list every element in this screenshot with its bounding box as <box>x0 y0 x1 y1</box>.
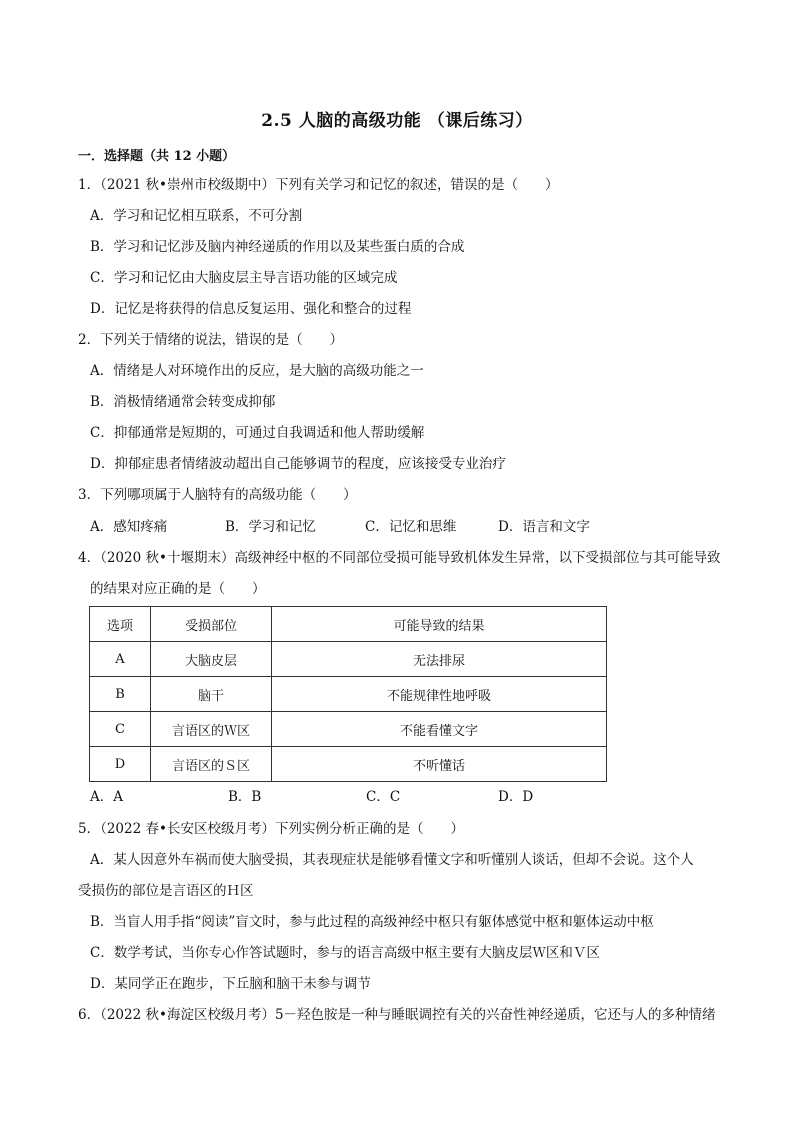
question-2-option-a: A．情绪是人对环境作出的反应，是大脑的高级功能之一 <box>90 363 424 379</box>
table-cell: 不能规律性地呼吸 <box>272 677 607 712</box>
question-2-option-d: D．抑郁症患者情绪波动超出自己能够调节的程度，应该接受专业治疗 <box>90 456 506 472</box>
question-3-option-c: C．记忆和思维 <box>365 519 457 535</box>
table-cell: 言语区的Ｗ区 <box>151 712 272 747</box>
question-1-stem: 1．（2021 秋•崇州市校级期中）下列有关学习和记忆的叙述，错误的是（ ） <box>78 177 559 193</box>
question-3-option-b: B．学习和记忆 <box>225 519 316 535</box>
question-2-option-b: B．消极情绪通常会转变成抑郁 <box>90 394 276 410</box>
table-row <box>90 747 607 782</box>
table-cell: A <box>90 642 151 677</box>
table-cell: 无法排尿 <box>272 642 607 677</box>
question-5-option-a-line-2: 受损伤的部位是言语区的Ｈ区 <box>78 883 254 899</box>
question-4-option-d: D．D <box>498 789 534 805</box>
table-cell: 脑干 <box>151 677 272 712</box>
question-3-options <box>90 518 590 536</box>
table-row <box>90 642 607 677</box>
question-2-stem: 2．下列关于情绪的说法，错误的是（ ） <box>78 332 344 348</box>
table-cell: C <box>90 712 151 747</box>
question-5-option-d: D．某同学正在跑步，下丘脑和脑干未参与调节 <box>90 976 371 992</box>
question-3-option-d: D．语言和文字 <box>498 519 590 535</box>
question-4-option-c: C．C <box>366 789 401 805</box>
section-heading: 一．选择题（共 12 小题） <box>78 149 236 164</box>
question-5-option-c: C．数学考试，当你专心作答试题时，参与的语言高级中枢主要有大脑皮层Ｗ区和Ｖ区 <box>90 945 600 961</box>
question-4-table <box>89 606 607 782</box>
table-cell: 言语区的Ｓ区 <box>151 747 272 782</box>
question-5-option-b: B．当盲人用手指“阅读”盲文时，参与此过程的高级神经中枢只有躯体感觉中枢和躯体运动中枢 <box>90 914 654 930</box>
table-cell: B <box>90 677 151 712</box>
question-5-option-a-line-1: A．某人因意外车祸而使大脑受损，其表现症状是能够看懂文字和听懂别人谈话，但却不会说。这个人 <box>90 852 694 868</box>
question-6-stem: 6．（2022 秋•海淀区校级月考）5－羟色胺是一种与睡眠调控有关的兴奋性神经递质，它还与人的多种情绪 <box>78 1007 716 1023</box>
table-cell: 大脑皮层 <box>151 642 272 677</box>
question-5-stem: 5．（2022 春•长安区校级月考）下列实例分析正确的是（ ） <box>78 821 464 837</box>
table-header-cell: 可能导致的结果 <box>272 607 607 642</box>
question-3-stem: 3．下列哪项属于人脑特有的高级功能（ ） <box>78 487 357 503</box>
question-4-option-a: A．A <box>90 789 123 805</box>
table-row <box>90 712 607 747</box>
table-header-cell: 选项 <box>90 607 151 642</box>
table-cell: D <box>90 747 151 782</box>
question-4-options <box>90 788 533 806</box>
question-2-option-c: C．抑郁通常是短期的，可通过自我调适和他人帮助缓解 <box>90 425 425 441</box>
question-4-stem-line-2: 的结果对应正确的是（ ） <box>90 581 266 597</box>
table-cell: 不能看懂文字 <box>272 712 607 747</box>
table-cell: 不听懂话 <box>272 747 607 782</box>
question-1-option-c: C．学习和记忆由大脑皮层主导言语功能的区域完成 <box>90 270 398 286</box>
page-title: 2.5 人脑的高级功能 （课后练习） <box>261 111 533 131</box>
question-4-stem-line-1: 4．（2020 秋•十堰期末）高级神经中枢的不同部位受损可能导致机体发生异常，以下受损部位与其可能导致 <box>78 550 721 566</box>
table-header-cell: 受损部位 <box>151 607 272 642</box>
table-header-row <box>90 607 607 642</box>
question-1-option-b: B．学习和记忆涉及脑内神经递质的作用以及某些蛋白质的合成 <box>90 239 465 255</box>
question-1-option-d: D．记忆是将获得的信息反复运用、强化和整合的过程 <box>90 301 412 317</box>
table-row <box>90 677 607 712</box>
question-4-option-b: B．B <box>228 789 262 805</box>
question-3-option-a: A．感知疼痛 <box>90 519 168 535</box>
question-1-option-a: A．学习和记忆相互联系，不可分割 <box>90 208 303 224</box>
